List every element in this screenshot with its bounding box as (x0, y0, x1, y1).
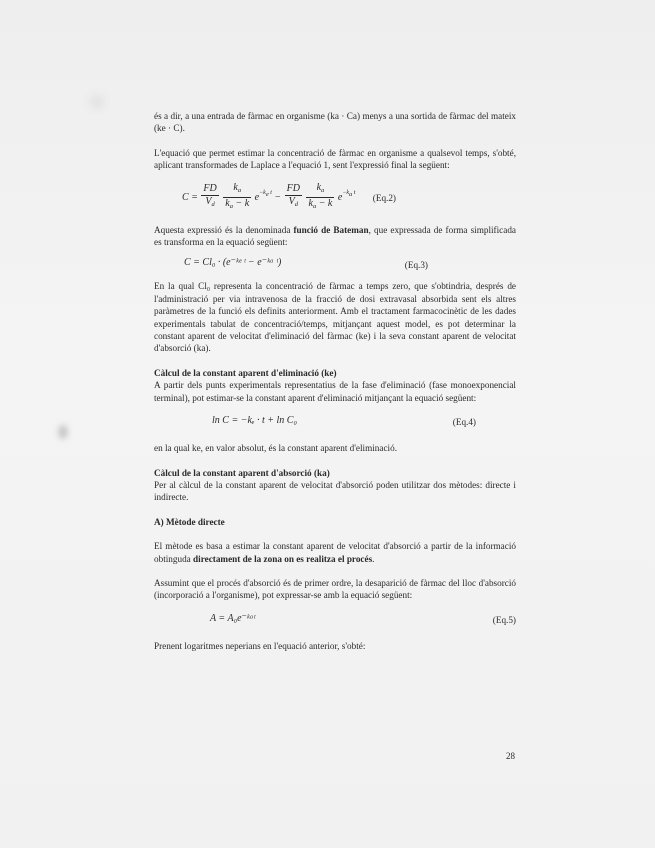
equation-2-body: C = $\frac{FD}{V_d}$ $\frac{k_a}{k_a - k}$ $e^{-k_e t}$ − $\frac{FD}{V_d}$ $\frac{k_a}{k_a - k}$ $e^{-k_a t}$ (182, 181, 356, 210)
paragraph-bateman: Aquesta expressió és la denominada funció de Bateman, que expressada de forma simplificada es transforma en la equació següent: (154, 224, 516, 248)
equation-4-label: (Eq.4) (452, 417, 476, 428)
paragraph-intro: és a dir, a una entrada de fàrmac en organisme (ka · Ca) menys a una sortida de fàrmac del mateix (ke · C). (154, 111, 516, 134)
scan-smudge (90, 95, 104, 109)
heading-direct-method: A) Mètode directe (154, 516, 225, 527)
equation-5-label: (Eq.5) (492, 614, 516, 625)
page-number: 28 (506, 751, 515, 761)
equation-2-label: (Eq.2) (372, 192, 396, 203)
scan-smudge (58, 425, 68, 439)
equation-3-label: (Eq.3) (404, 260, 428, 271)
equation-5-body: A = A₀e⁻ᵏᵃᵗ (210, 612, 256, 624)
equation-3-body: C = Cl₀ · (e⁻ᵏᵉ ᵗ − e⁻ᵏᵃ ᵗ) (184, 257, 282, 269)
equation-2 (154, 178, 516, 218)
bateman-term: funció de Bateman (293, 224, 369, 235)
paragraph-first-order: Assumint que el procés d'absorció és de primer ordre, la desaparició de fàrmac del lloc d'absorció (incorporació a l'organisme), pot expressar-se amb la equació següent: (154, 577, 516, 601)
paragraph-logarithms: Prenent logaritmes neperians en l'equació anterior, s'obté: (154, 640, 366, 651)
paragraph-absorption: Per al càlcul de la constant aparent de velocitat d'absorció poden utilitzar dos mètodes: directe i indirecte. (154, 479, 516, 503)
heading-absorption: Càlcul de la constant aparent d'absorció (ka) (154, 467, 330, 478)
page-content (154, 110, 516, 652)
paragraph-definition: En la qual Cl₀ representa la concentració de fàrmac a temps zero, que s'obtindria, després de l'administració per via intravenosa de la fracció de dosi extravasal absorbida sent els altres paràmetres de la funció els definits anteriorment. Amb el tractament farmacocinètic de les dades experimentals tabulat de concentració/temps, mitjançant aquest model, es pot determinar la constant aparent de velocitat d'eliminació del fàrmac (ke) i la seva constant aparent de velocitat d'absorció (ka). (154, 281, 516, 354)
equation-4 (154, 410, 516, 436)
heading-elimination: Càlcul de la constant aparent d'eliminació (ke) (154, 367, 337, 378)
equation-5 (154, 608, 516, 634)
paragraph-direct-method: El mètode es basa a estimar la constant aparent de velocitat d'absorció a partir de la informació obtinguda directament de la zona on es realitza el procés. (154, 541, 516, 564)
paragraph-elimination: A partir dels punts experimentals representatius de la fase d'eliminació (fase monoexponencial terminal), pot estimar-se la constant aparent d'eliminació mitjançant la equació següent: (154, 380, 516, 403)
direct-zone-term: directament de la zona on es realitza el procés (193, 553, 373, 564)
equation-4-body: ln C = −kₑ · t + ln C₀ (212, 415, 297, 427)
equation-3 (154, 254, 516, 280)
paragraph-laplace: L'equació que permet estimar la concentració de fàrmac en organisme a qualsevol temps, s'obté, aplicant transformades de Laplace a l'equació 1, sent l'expressió final la següent: (154, 147, 516, 171)
paragraph-ke-definition: en la qual ke, en valor absolut, és la constant aparent d'eliminació. (154, 443, 397, 454)
